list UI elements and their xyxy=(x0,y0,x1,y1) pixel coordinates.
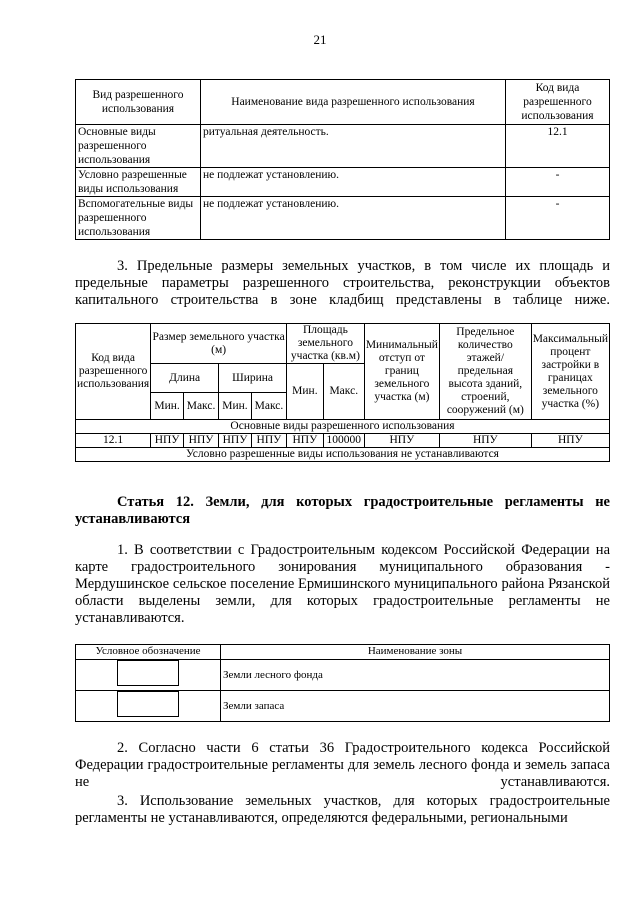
cell-area-min: НПУ xyxy=(287,434,324,448)
table-row xyxy=(76,125,610,168)
table-row xyxy=(76,660,610,691)
header-area: Площадь земельного участка (кв.м) xyxy=(287,324,365,364)
legend-symbol-cell xyxy=(76,691,221,722)
cell-width-max: НПУ xyxy=(251,434,286,448)
header-percent: Максимальный процент застройки в границах земельного участка (%) xyxy=(531,324,609,420)
table-row xyxy=(76,691,610,722)
header-length-min: Мин. xyxy=(151,393,184,420)
section-row xyxy=(76,448,610,462)
header-floors: Предельное количество этажей/ предельная высота зданий, строений, сооружений (м) xyxy=(439,324,531,420)
header-width: Ширина xyxy=(219,364,287,393)
article-12-heading: Статья 12. Земли, для которых градостроительные регламенты не устанавливаются xyxy=(75,494,610,527)
header-offset: Минимальный отступ от границ земельного участка (м) xyxy=(364,324,439,420)
use-name-cell: не подлежат установлению. xyxy=(201,168,506,197)
zone-legend-table xyxy=(75,644,610,722)
use-code-cell: - xyxy=(506,197,610,240)
paragraph-3b: 3. Использование земельных участков, для которых градостроительные регламенты не устанавливаются, определяются федеральными, региональными xyxy=(75,793,610,826)
header-length: Длина xyxy=(151,364,219,393)
table-header-row xyxy=(76,324,610,364)
section-main: Основные виды разрешенного использования xyxy=(76,420,610,434)
cell-width-min: НПУ xyxy=(219,434,252,448)
header-use-code: Код вида разрешенного использования xyxy=(506,80,610,125)
header-area-max: Макс. xyxy=(323,364,364,420)
use-type-cell: Условно разрешенные виды использования xyxy=(76,168,201,197)
permitted-use-table xyxy=(75,79,610,240)
use-code-cell: - xyxy=(506,168,610,197)
reserve-land-symbol xyxy=(117,691,179,717)
header-use-name: Наименование вида разрешенного использования xyxy=(201,80,506,125)
use-type-cell: Вспомогательные виды разрешенного использования xyxy=(76,197,201,240)
section-conditional: Условно разрешенные виды использования не устанавливаются xyxy=(76,448,610,462)
table-row xyxy=(76,197,610,240)
section-row xyxy=(76,420,610,434)
paragraph-3: 3. Предельные размеры земельных участков, в том числе их площадь и предельные параметры разрешенного строительства, реконструкции объектов капитального строительства в зоне кладбищ представлены в таблице ниже. xyxy=(75,258,610,308)
cell-code: 12.1 xyxy=(76,434,151,448)
header-use-type: Вид разрешенного использования xyxy=(76,80,201,125)
cell-area-max: 100000 xyxy=(323,434,364,448)
table-header-row xyxy=(76,645,610,660)
header-plot-size: Размер земельного участка (м) xyxy=(151,324,287,364)
zone-name-cell: Земли запаса xyxy=(221,691,610,722)
legend-symbol-cell xyxy=(76,660,221,691)
forest-fund-symbol xyxy=(117,660,179,686)
header-code: Код вида разрешенного использования xyxy=(76,324,151,420)
cell-percent: НПУ xyxy=(531,434,609,448)
header-area-min: Мин. xyxy=(287,364,324,420)
zone-name-cell: Земли лесного фонда xyxy=(221,660,610,691)
page-number: 21 xyxy=(313,32,327,47)
table-row xyxy=(76,168,610,197)
header-zone-name: Наименование зоны xyxy=(221,645,610,660)
header-width-max: Макс. xyxy=(251,393,286,420)
parameters-table xyxy=(75,323,610,462)
table-header-row xyxy=(76,80,610,125)
paragraph-2: 2. Согласно части 6 статьи 36 Градостроительного кодекса Российской Федерации градостроительные регламенты для земель лесного фонда и земель запаса не устанавливаются. xyxy=(75,740,610,790)
use-code-cell: 12.1 xyxy=(506,125,610,168)
cell-length-min: НПУ xyxy=(151,434,184,448)
use-type-cell: Основные виды разрешенного использования xyxy=(76,125,201,168)
header-length-max: Макс. xyxy=(183,393,218,420)
header-symbol: Условное обозначение xyxy=(76,645,221,660)
cell-offset: НПУ xyxy=(364,434,439,448)
use-name-cell: не подлежат установлению. xyxy=(201,197,506,240)
header-width-min: Мин. xyxy=(219,393,252,420)
paragraph-1: 1. В соответствии с Градостроительным кодексом Российской Федерации на карте градостроительного зонирования муниципального образования - Мердушинское сельское поселение Ермишинского муниципального района Рязанской области выделены земли, для которых градостроительные регламенты не устанавливаются. xyxy=(75,542,610,626)
table-row xyxy=(76,434,610,448)
cell-length-max: НПУ xyxy=(183,434,218,448)
cell-floors: НПУ xyxy=(439,434,531,448)
use-name-cell: ритуальная деятельность. xyxy=(201,125,506,168)
